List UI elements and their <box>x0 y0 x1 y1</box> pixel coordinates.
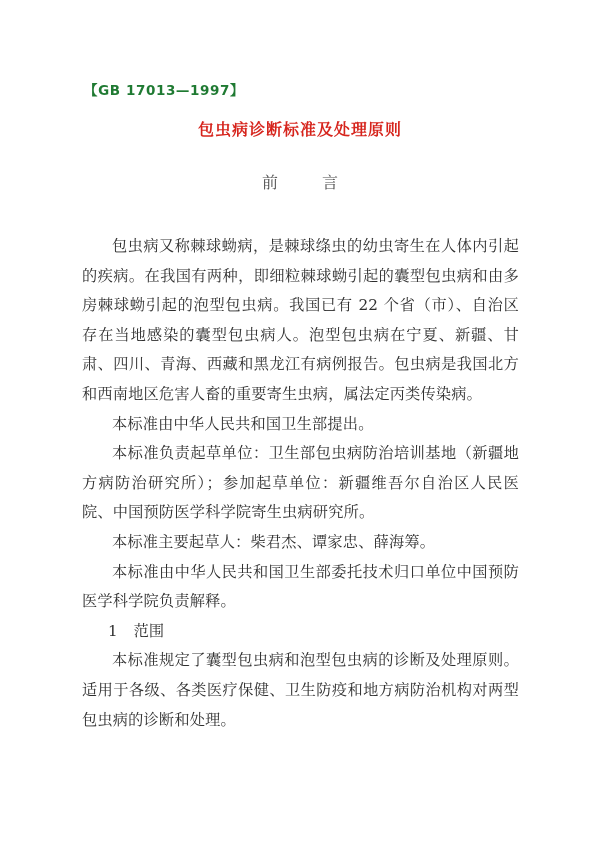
paragraph-intro-disease: 包虫病又称棘球蚴病，是棘球绦虫的幼虫寄生在人体内引起的疾病。在我国有两种，即细粒棘球蚴引起的囊型包虫病和由多房棘球蚴引起的泡型包虫病。我国已有 22 个省（市）、自治区存在当地感染的囊型包虫病人。泡型包虫病在宁夏、新疆、甘肃、四川、青海、西藏和黑龙江有病例报告。包虫病是我国北方和西南地区危害人畜的重要寄生虫病，属法定丙类传染病。 <box>82 237 519 403</box>
clause-1-number: 1 <box>108 621 118 640</box>
paragraph-scope-text: 本标准规定了囊型包虫病和泡型包虫病的诊断及处理原则。适用于各级、各类医疗保健、卫生防疫和地方病防治机构对两型包虫病的诊断和处理。 <box>82 651 519 729</box>
standard-code-label: 【GB 17013—1997】 <box>84 83 245 99</box>
clause-1-heading <box>82 617 519 647</box>
document-body <box>82 232 519 735</box>
paragraph-proposed-by: 本标准由中华人民共和国卫生部提出。 <box>112 414 374 433</box>
clause-1-title: 范围 <box>133 621 165 640</box>
foreword-heading: 前 言 <box>261 173 352 192</box>
page-title: 包虫病诊断标准及处理原则 <box>197 120 402 139</box>
paragraph-interpretation: 本标准由中华人民共和国卫生部委托技术归口单位中国预防医学科学院负责解释。 <box>82 562 519 611</box>
paragraph-main-drafters: 本标准主要起草人：柴君杰、谭家忠、薛海筹。 <box>112 532 436 551</box>
paragraph-drafting-units: 本标准负责起草单位：卫生部包虫病防治培训基地（新疆地方病防治研究所）；参加起草单位：新疆维吾尔自治区人民医院、中国预防医学科学院寄生虫病研究所。 <box>82 444 519 522</box>
